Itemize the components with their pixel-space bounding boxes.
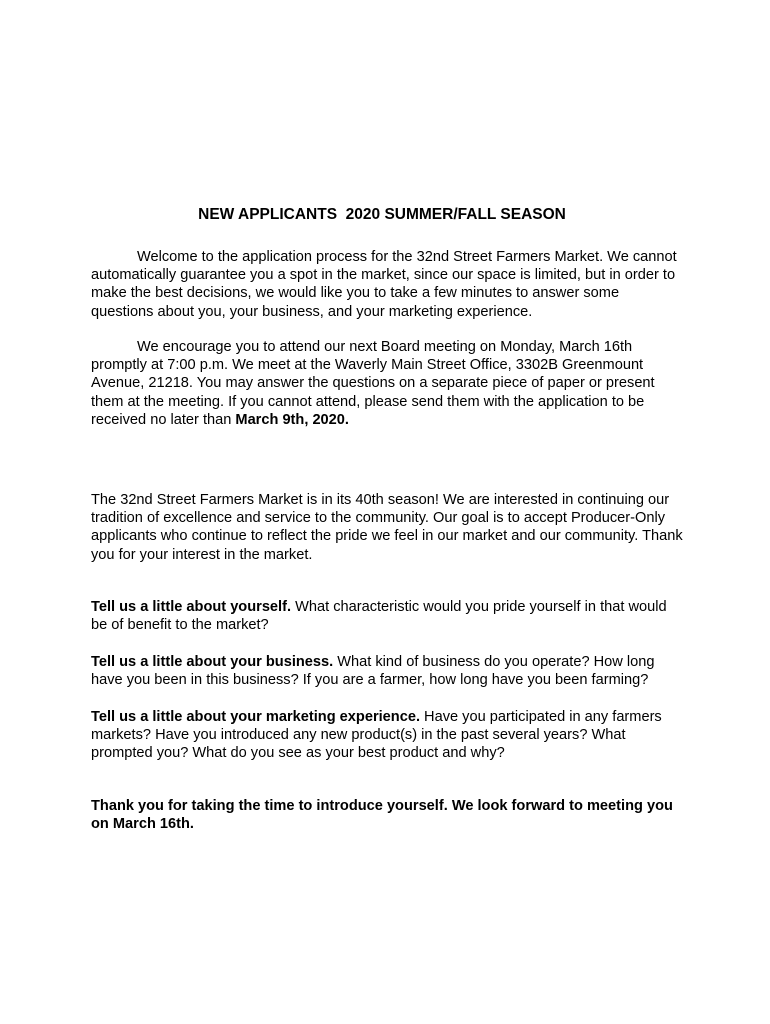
question-heading: Tell us a little about yourself. — [91, 599, 292, 615]
meeting-paragraph — [91, 338, 683, 429]
meeting-deadline: March 9th, 2020. — [235, 411, 349, 428]
question-business — [91, 653, 683, 689]
closing-statement: Thank you for taking the time to introduce yourself. We look forward to meeting you on March 16th. — [91, 798, 673, 833]
meeting-paragraph-text: We encourage you to attend our next Board meeting on Monday, March 16th promptly at 7:00 p.m. We meet at the Waverly Main Street Office, 3302B Greenmount Avenue, 21218. You may answer the questions on a separate piece of paper or present them at the meeting. If you cannot attend, please send them with the application to be received no later than — [91, 339, 655, 428]
question-yourself — [91, 598, 683, 634]
question-text: Have you participated in any farmers markets? Have you introduced any new product(s) in the past several years? What prompted you? What do you see as your best product and why? — [91, 709, 662, 762]
question-text: What kind of business do you operate? How long have you been in this business? If you are a farmer, how long have you been farming? — [91, 654, 655, 689]
question-marketing — [91, 708, 683, 763]
question-heading: Tell us a little about your business. — [91, 654, 334, 670]
market-paragraph: The 32nd Street Farmers Market is in its 40th season! We are interested in continuing our tradition of excellence and service to the community. Our goal is to accept Producer-Only applicants who continue to reflect the pride we feel in our market and our community. Thank you for your interest in the market. — [91, 492, 683, 563]
document-title: NEW APPLICANTS 2020 SUMMER/FALL SEASON — [198, 206, 566, 223]
welcome-paragraph: Welcome to the application process for the 32nd Street Farmers Market. We cannot automatically guarantee you a spot in the market, since our space is limited, but in order to make the best decisions, we would like you to take a few minutes to answer some questions about you, your business, and your marketing experience. — [91, 249, 677, 320]
question-heading: Tell us a little about your marketing experience. — [91, 709, 420, 725]
question-text: What characteristic would you pride yourself in that would be of benefit to the market? — [91, 599, 667, 634]
